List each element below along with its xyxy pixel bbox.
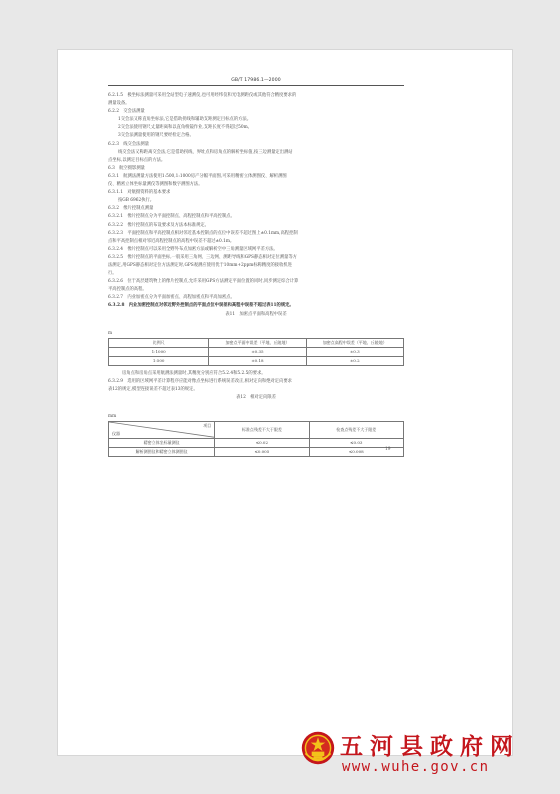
- table-cell: 精密立体坐标量测仪: [109, 438, 215, 447]
- diagonal-header-cell: [109, 422, 215, 438]
- table-cell: ≤0.008: [309, 447, 403, 456]
- table-row: [109, 447, 404, 456]
- watermark-site-name: 五河县政府网: [340, 734, 520, 760]
- text-line: 6.3.2.2 像片控制点的布设要求及方法本标准规定。: [108, 222, 209, 228]
- diagonal-header-bottom: 仪器: [112, 431, 120, 437]
- text-line: 6.3.2.9 选用的区域网平差计算程序应能对像点坐标进行系统误差改正,相对定向和绝对定向要求: [108, 379, 292, 385]
- text-line: 6.3.1 航测法测量方法使用1:500,1:1000房产分幅平面图,可采用精密立体测图仪、解析测图: [108, 173, 287, 179]
- table12: [108, 421, 404, 457]
- text-line: 6.2.1.5 极坐标法测量可采用全站型电子速测仪,也可用经纬仪和光电测距仪或其他符合精度要求的: [108, 93, 297, 98]
- table12-unit: mm: [108, 414, 117, 420]
- text-line: 6.3.2.5 像片控制点的平面坐标,一般采用三角网、三边网、测距导线和GPS静态相对定位测量等方: [108, 254, 297, 260]
- national-emblem-icon: [300, 730, 336, 766]
- text-line: 法测定,用GPS静态相对定位方法测定时,GPS观测应使用优于10mm+2ppm标称精度的接收机进: [108, 262, 292, 268]
- text-line: 3交会法测量使用的钢尺要经检定合格。: [118, 133, 194, 139]
- text-line: 6.3.2 像片控制点测量: [108, 206, 154, 212]
- text-line: 2交会法使用钢尺丈量距离和以直角棱镜作业,支距长度不得超过50m。: [118, 125, 252, 131]
- text-line: 1交会法又称直角坐标法,它是借助拐线和辅助支距测定目标点的方法。: [118, 117, 252, 123]
- table-cell: ≤0.02: [215, 438, 309, 447]
- table-cell: ±0.3: [306, 347, 403, 356]
- body-text: [108, 92, 404, 311]
- table11-unit: m: [108, 330, 113, 336]
- text-line: 房角点和房角点采用航测法测量时,其精度分别应符合5.2.4和5.2.5的要求。: [122, 371, 266, 377]
- page-number: 19: [385, 447, 391, 452]
- text-line: 6.3.2.1 像片控制点分为平面控制点、高程控制点和平高控制点。: [108, 214, 235, 220]
- table-cell: ≤0.03: [309, 438, 403, 447]
- text-line: 6.3.2.4 像片控制点可以采用全野外布点加密方法或解析空中三角测量区域网平差方法。: [108, 246, 278, 252]
- site-watermark[interactable]: [300, 726, 520, 786]
- text-line: 平高控制点的高程。: [108, 287, 147, 293]
- table-header-row: [109, 422, 404, 438]
- text-line: 6.3.2.6 位于高层建筑物上的像片控制点,允许采用GPS方法测定平面位置的同时,同步测定综合计算: [108, 279, 299, 285]
- text-line: 6.2.3 线交会法测量: [108, 141, 150, 147]
- table11-caption-row: [108, 311, 404, 338]
- text-line: 6.3.1.1 对航摄资料的基本要求: [108, 190, 171, 196]
- table-cell: 解析测图仪和精密立体测图仪: [109, 447, 215, 456]
- text-line: 6.3 航空摄影测量: [108, 165, 145, 171]
- table-cell: ±0.2: [306, 356, 403, 365]
- text-line: 6.2.2 交会法测量: [108, 109, 145, 115]
- text-line: 表12的规定,模型连接误差不超过表13的规定。: [108, 387, 198, 393]
- text-line: 点坐标,以测定目标点的方法。: [108, 157, 166, 163]
- text-line: 按GB 6962执行。: [118, 198, 155, 204]
- table12-caption: 表12 相对定向限差: [236, 395, 276, 401]
- table-cell: 1:500: [109, 356, 209, 365]
- text-line: 线交会法又称距离交会法,它是借助拐线、界址点和房角点的解析坐标值,按三边测量定出测站: [118, 149, 293, 155]
- text-line: 仪、精密立体坐标量测仪等测图和数字测图方法。: [108, 182, 203, 188]
- table-row: [109, 356, 404, 365]
- text-line: 点和平高控制点相对邻近高程控制点的高程中误差不超过±0.1m。: [108, 238, 235, 244]
- table-row: [109, 347, 404, 356]
- standard-code-header: GB/T 17986.1—2000: [108, 78, 404, 86]
- table-header-cell: 加密点平面中误差（平地、丘陵地）: [209, 338, 306, 347]
- table11: [108, 338, 404, 367]
- table-header-cell: 检查点残差不大于限差: [309, 422, 403, 438]
- text-line: 6.3.2.7 内业加密点分为平面加密点、高程加密点和平高加密点。: [108, 295, 235, 301]
- table-cell: 1:1000: [109, 347, 209, 356]
- page-content: [108, 78, 404, 457]
- table-header-cell: 标准点残差不大于限差: [215, 422, 309, 438]
- table-header-row: [109, 338, 404, 347]
- body-text-after-table: [108, 370, 404, 394]
- table11-caption: 表11 加密点平面和高程中误差: [225, 311, 287, 317]
- table-header-cell: 加密点高程中误差（平地、丘陵地）: [306, 338, 403, 347]
- table-cell: ±0.18: [209, 356, 306, 365]
- text-line: 行。: [108, 271, 117, 277]
- diagonal-line: [109, 422, 214, 437]
- table-cell: ≤0.005: [215, 447, 309, 456]
- text-line: 测量设备。: [108, 101, 130, 107]
- table-cell: ±0.35: [209, 347, 306, 356]
- diagonal-header-top: 项目: [203, 423, 212, 429]
- text-line: 6.3.2.3 平面控制点和平高控制点相对邻近基本控制点的点位中误差不超过图上±0.1mm,高程控制: [108, 230, 298, 236]
- table-header-cell: 比例尺: [109, 338, 209, 347]
- text-line: 6.3.2.8 内业加密控制点对邻近野外控制点的平面点位中误差和高程中误差不超过表11的规定。: [108, 303, 294, 309]
- table12-caption-row: [108, 394, 404, 421]
- watermark-url[interactable]: www.wuhe.gov.cn: [342, 759, 490, 775]
- table-row: [109, 438, 404, 447]
